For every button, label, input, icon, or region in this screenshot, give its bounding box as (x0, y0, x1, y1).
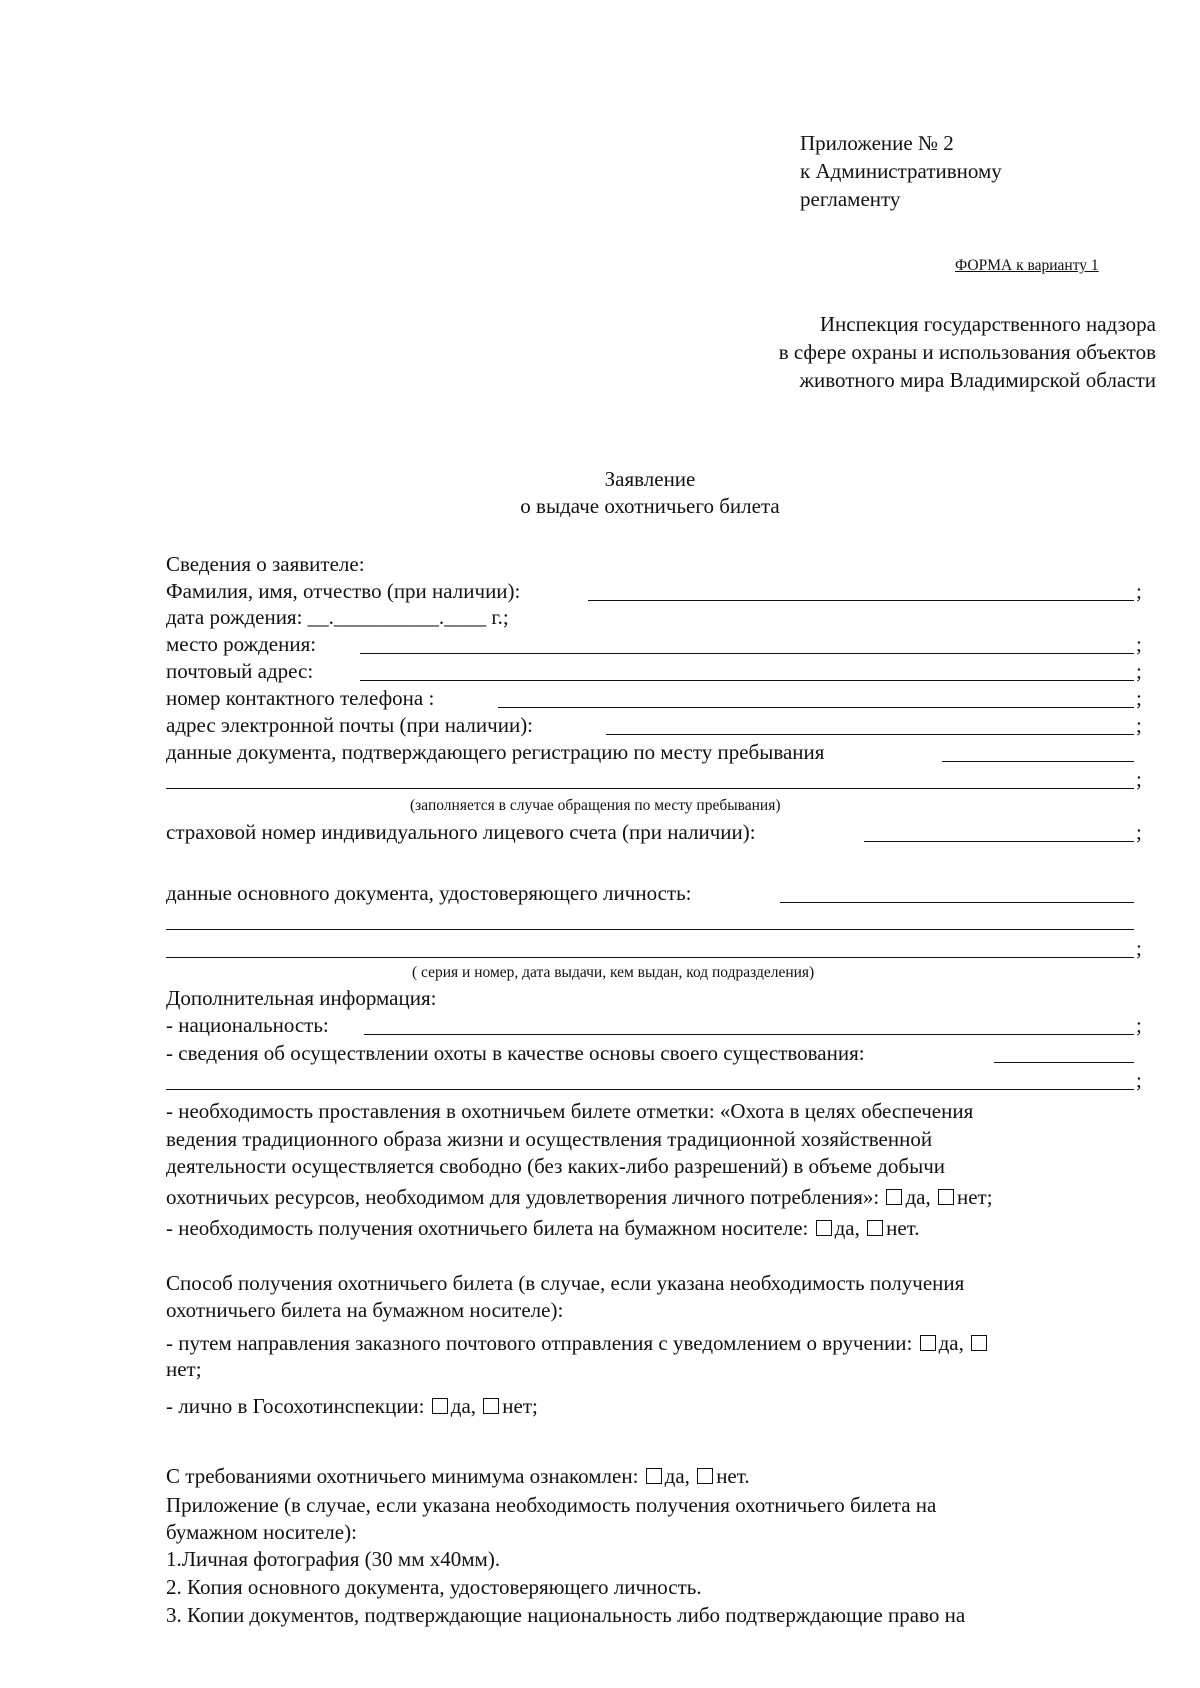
document-subtitle: о выдаче охотничьего билета (520, 494, 780, 518)
hunting-livelihood-field-2[interactable] (166, 1089, 1134, 1090)
no-label: нет. (716, 1464, 750, 1488)
attachment-item-2: 2. Копия основного документа, удостоверяющего личность. (166, 1575, 702, 1599)
yes-label: да, (938, 1331, 964, 1355)
hunting-minimum-no-checkbox[interactable] (697, 1468, 713, 1484)
snils-label: страховой номер индивидуального лицевого счета (при наличии): (166, 820, 756, 844)
traditional-mark-line-3: деятельности осуществляется свободно (без каких-либо разрешений) в объеме добычи (166, 1154, 945, 1178)
appendix-reference: к Административному (800, 159, 1002, 183)
attachments-heading-line-1: Приложение (в случае, если указана необходимость получения охотничьего билета на (166, 1493, 937, 1517)
hunting-minimum-line (166, 1463, 750, 1489)
birth-date-label: дата рождения: __.__________.____ г.; (166, 605, 509, 629)
registration-doc-label: данные документа, подтверждающего регистрацию по месту пребывания (166, 740, 825, 764)
yes-label: да, (450, 1394, 477, 1418)
semicolon: ; (1136, 659, 1142, 683)
attachments-heading-line-2: бумажном носителе): (166, 1520, 357, 1544)
phone-label: номер контактного телефона : (166, 686, 435, 710)
semicolon: ; (1136, 1068, 1142, 1092)
semicolon: ; (1136, 579, 1142, 603)
postal-address-field[interactable] (360, 680, 1134, 681)
semicolon: ; (1136, 686, 1142, 710)
additional-heading: Дополнительная информация: (166, 986, 437, 1010)
hunting-livelihood-label: - сведения об осуществлении охоты в качестве основы своего существования: (166, 1041, 865, 1065)
attachment-item-1: 1.Личная фотография (30 мм х40мм). (166, 1547, 501, 1571)
paper-ticket-no-checkbox[interactable] (867, 1220, 883, 1236)
no-label: нет. (886, 1216, 920, 1240)
hunting-minimum-text: С требованиями охотничьего минимума ознакомлен: (166, 1464, 639, 1488)
hunting-minimum-yes-checkbox[interactable] (646, 1468, 662, 1484)
registration-note: (заполняется в случае обращения по месту пребывания) (410, 797, 781, 814)
appendix-number: Приложение № 2 (800, 131, 954, 155)
identity-doc-label: данные основного документа, удостоверяющего личность: (166, 881, 692, 905)
document-title: Заявление (604, 467, 696, 491)
yes-label: да, (664, 1464, 690, 1488)
delivery-in-person-text: - лично в Госохотинспекции: (166, 1394, 425, 1418)
recipient-line-2: в сфере охраны и использования объектов (778, 340, 1156, 364)
phone-field[interactable] (498, 707, 1134, 708)
traditional-mark-line-1: - необходимость проставления в охотничьем билете отметки: «Охота в целях обеспечения (166, 1099, 974, 1123)
semicolon: ; (1136, 1013, 1142, 1037)
delivery-in-person-yes-checkbox[interactable] (432, 1398, 448, 1414)
birth-place-label: место рождения: (166, 632, 317, 656)
yes-label: да, (834, 1216, 860, 1240)
identity-doc-field-2[interactable] (166, 929, 1134, 930)
postal-address-label: почтовый адрес: (166, 659, 314, 683)
yes-label: да, (905, 1185, 931, 1209)
delivery-mail-no-label: нет; (166, 1357, 202, 1381)
snils-field[interactable] (864, 841, 1134, 842)
identity-doc-note: ( серия и номер, дата выдачи, кем выдан, код подразделения) (412, 964, 815, 981)
identity-doc-field[interactable] (780, 902, 1134, 903)
traditional-mark-yes-checkbox[interactable] (886, 1189, 902, 1205)
delivery-mail-yes-checkbox[interactable] (920, 1335, 936, 1351)
email-field[interactable] (606, 734, 1134, 735)
delivery-in-person-line (166, 1393, 538, 1419)
email-label: адрес электронной почты (при наличии): (166, 713, 534, 737)
registration-doc-field[interactable] (942, 761, 1134, 762)
registration-doc-field-2[interactable] (166, 788, 1134, 789)
attachment-item-3: 3. Копии документов, подтверждающие национальность либо подтверждающие право на (166, 1603, 966, 1627)
hunting-livelihood-field[interactable] (994, 1062, 1134, 1063)
paper-ticket-line (166, 1215, 920, 1241)
traditional-mark-text: охотничьих ресурсов, необходимом для удовлетворения личного потребления»: (166, 1185, 880, 1209)
semicolon: ; (1136, 936, 1142, 960)
birth-place-field[interactable] (360, 653, 1134, 654)
semicolon: ; (1136, 767, 1142, 791)
traditional-mark-no-checkbox[interactable] (938, 1189, 954, 1205)
semicolon: ; (1136, 820, 1142, 844)
identity-doc-field-3[interactable] (166, 957, 1134, 958)
delivery-heading-line-1: Способ получения охотничьего билета (в случае, если указана необходимость получения (166, 1271, 965, 1295)
nationality-field[interactable] (364, 1034, 1134, 1035)
recipient-line-3: животного мира Владимирской области (799, 368, 1156, 392)
traditional-mark-line-4 (166, 1184, 993, 1210)
paper-ticket-text: - необходимость получения охотничьего билета на бумажном носителе: (166, 1216, 809, 1240)
semicolon: ; (1136, 632, 1142, 656)
delivery-mail-line (166, 1330, 990, 1356)
no-label: нет; (957, 1185, 993, 1209)
traditional-mark-line-2: ведения традиционного образа жизни и осуществления традиционной хозяйственной (166, 1127, 933, 1151)
applicant-heading: Сведения о заявителе: (166, 552, 365, 576)
delivery-mail-no-checkbox[interactable] (971, 1335, 987, 1351)
delivery-heading-line-2: охотничьего билета на бумажном носителе): (166, 1298, 564, 1322)
paper-ticket-yes-checkbox[interactable] (816, 1220, 832, 1236)
form-variant-label: ФОРМА к варианту 1 (955, 257, 1099, 274)
appendix-regulation: регламенту (800, 187, 901, 211)
full-name-label: Фамилия, имя, отчество (при наличии): (166, 579, 521, 603)
nationality-label: - национальность: (166, 1013, 329, 1037)
delivery-in-person-no-checkbox[interactable] (483, 1398, 499, 1414)
semicolon: ; (1136, 713, 1142, 737)
recipient-line-1: Инспекция государственного надзора (819, 312, 1156, 336)
full-name-field[interactable] (588, 600, 1134, 601)
delivery-mail-text: - путем направления заказного почтового отправления с уведомлением о вручении: (166, 1331, 913, 1355)
no-label: нет; (502, 1394, 538, 1418)
